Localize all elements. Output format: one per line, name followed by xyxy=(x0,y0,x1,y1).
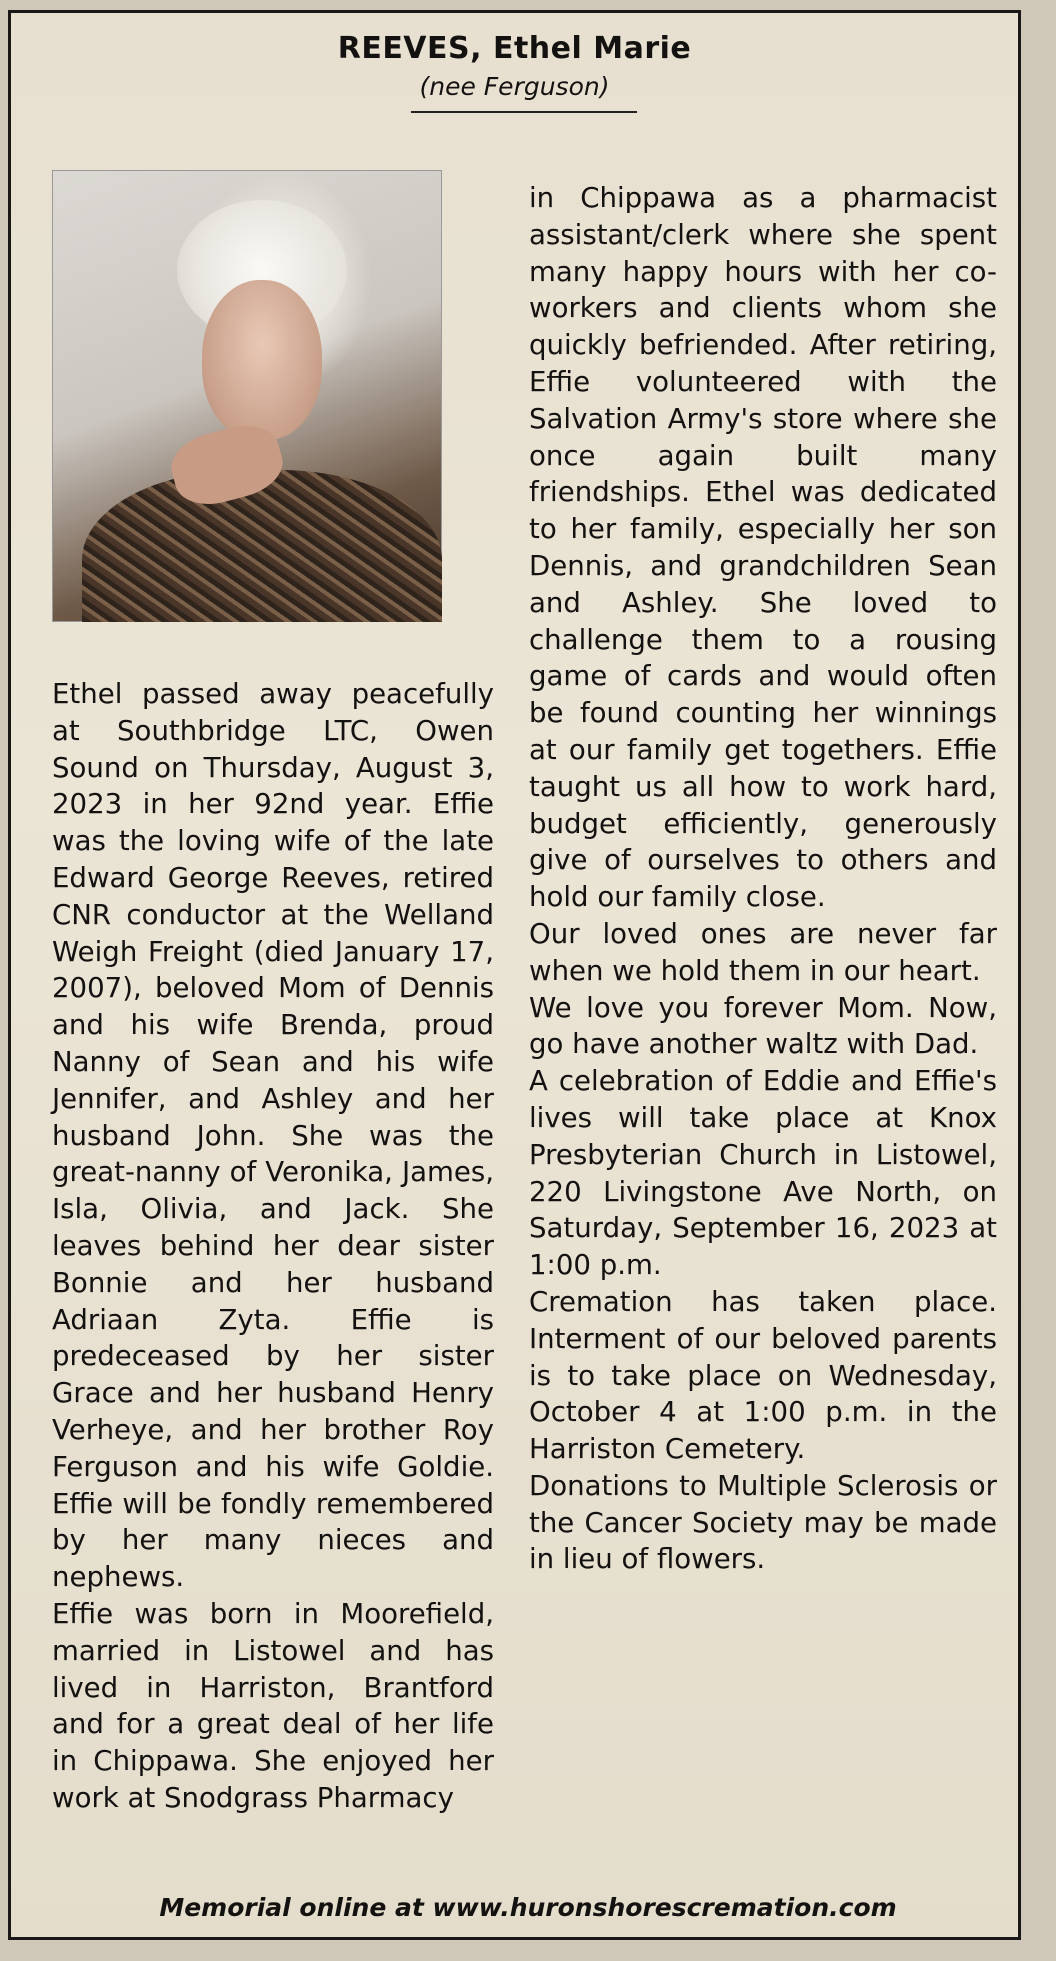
text-column-right xyxy=(529,180,997,1578)
header-rule xyxy=(411,111,637,113)
portrait-photo xyxy=(52,170,442,622)
interment-details: Cremation has taken place. Interment of our beloved parents is to take place on Wednesday, October 4 at 1:00 p.m. in the Harriston Cemetery. xyxy=(529,1284,997,1466)
photo-shirt xyxy=(82,470,442,622)
donations-note: Donations to Multiple Sclerosis or the Cancer Society may be made in lieu of flowers. xyxy=(529,1468,997,1576)
maiden-name: (nee Ferguson) xyxy=(419,72,610,101)
service-details: A celebration of Eddie and Effie's lives will take place at Knox Presbyterian Church in Listowel, 220 Livingstone Ave North, on Saturday, September 16, 2023 at 1:00 p.m. xyxy=(529,1064,997,1282)
obituary-paragraph: in Chippawa as a pharmacist assistant/clerk where she spent many happy hours with her co-workers and clients whom she quickly befriended. After retiring, Effie volunteered with the Salvation Army's store where she once again built many friendships. Ethel was dedicated to her family, especially her son Dennis, and grandchildren Sean and Ashley. She loved to challenge them to a rousing game of cards and would often be found counting her winnings at our family get togethers. Effie taught us all how to work hard, budget efficiently, generously give of ourselves to others and hold our family close. xyxy=(529,181,997,914)
text-column-left xyxy=(52,676,494,1817)
obituary-paragraph: Ethel passed away peacefully at Southbridge LTC, Owen Sound on Thursday, August 3, 2023 in her 92nd year. Effie was the loving wife of the late Edward George Reeves, retired CNR conductor at the Welland Weigh Freight (died January 17, 2007), beloved Mom of Dennis and his wife Brenda, proud Nanny of Sean and his wife Jennifer, and Ashley and her husband John. She was the great-nanny of Veronika, James, Isla, Olivia, and Jack. She leaves behind her dear sister Bonnie and her husband Adriaan Zyta. Effie is predeceased by her sister Grace and her husband Henry Verheye, and her brother Roy Ferguson and his wife Goldie. Effie will be fondly remembered by her many nieces and nephews. xyxy=(52,677,494,1594)
obituary-paragraph: We love you forever Mom. Now, go have another waltz with Dad. xyxy=(529,990,997,1061)
obituary-header xyxy=(11,31,1018,101)
obituary-paragraph: Our loved ones are never far when we hold them in our heart. xyxy=(529,916,997,987)
obituary-paragraph: Effie was born in Moorefield, married in Listowel and has lived in Harriston, Brantford and for a great deal of her life in Chippawa. She enjoyed her work at Snodgrass Pharmacy xyxy=(52,1596,494,1814)
deceased-name: REEVES, Ethel Marie xyxy=(337,31,692,66)
photo-face xyxy=(202,280,322,440)
memorial-website: Memorial online at www.huronshorescremation.com xyxy=(159,1893,897,1922)
